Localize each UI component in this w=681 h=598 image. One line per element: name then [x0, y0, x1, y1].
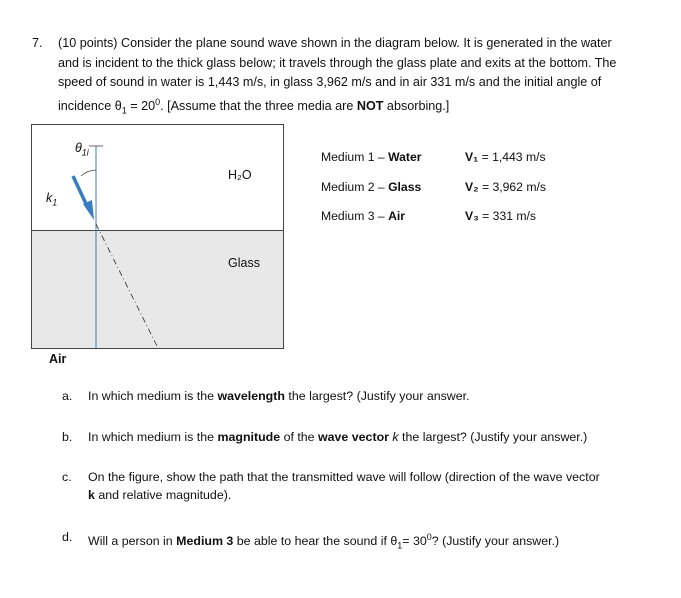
- incidence-text: incidence θ: [58, 98, 122, 113]
- part-a-text: [88, 387, 656, 405]
- medium-2-row: [321, 180, 421, 194]
- medium-3-prefix: Medium 3 –: [321, 209, 389, 223]
- glass-region: [32, 231, 284, 349]
- assume-text: . [Assume that the three media are: [160, 98, 357, 113]
- v2-value: = 3,962 m/s: [481, 180, 546, 194]
- question-text: [58, 34, 658, 121]
- degree-sup: 0: [155, 96, 161, 107]
- k-symbol: k: [46, 191, 53, 205]
- angle-value: = 20: [126, 98, 156, 113]
- medium-3-speed: [465, 209, 536, 223]
- angle-label: [75, 141, 89, 158]
- part-c-text: [88, 468, 656, 504]
- v2-label: V₂: [465, 180, 479, 194]
- medium-2-name: Glass: [388, 180, 422, 194]
- question-line-4: [58, 93, 658, 121]
- part-b-pre: In which medium is the: [88, 430, 218, 444]
- question-line-3: speed of sound in water is 1,443 m/s, in glass 3,962 m/s and in air 331 m/s and the initial angle of: [58, 75, 602, 89]
- wave-diagram: [31, 124, 284, 349]
- part-b-bold-magnitude: magnitude: [217, 430, 281, 444]
- part-b-letter: b.: [62, 430, 73, 444]
- part-b-text: [88, 428, 656, 446]
- diagram-svg: [31, 124, 284, 349]
- question-line-1: (10 points) Consider the plane sound wave shown in the diagram below. It is generated in the water: [58, 36, 612, 50]
- medium-3-name: Air: [388, 209, 405, 223]
- part-d-sub: 1: [397, 540, 403, 551]
- water-label: H₂O: [228, 168, 252, 182]
- angle-subscript: 1i: [81, 147, 89, 158]
- part-a-letter: a.: [62, 389, 73, 403]
- air-label: Air: [49, 352, 67, 366]
- part-c-letter: c.: [62, 470, 72, 484]
- part-d-pre: Will a person in: [88, 534, 177, 549]
- part-d-post: ? (Justify your answer.): [431, 534, 560, 549]
- medium-3-row: [321, 209, 405, 223]
- theta-subscript: 1: [121, 105, 127, 116]
- part-c-line1: On the figure, show the path that the transmitted wave will follow (direction of the wave vector: [88, 470, 600, 484]
- glass-label: Glass: [228, 256, 260, 270]
- medium-1-prefix: Medium 1 –: [321, 150, 389, 164]
- part-b-mid: of the: [280, 430, 319, 444]
- part-d-angle: = 30: [402, 534, 427, 549]
- part-a-pre: In which medium is the: [88, 389, 218, 403]
- part-a-post: the largest? (Justify your answer.: [284, 389, 470, 403]
- wave-vector-label: [46, 191, 57, 208]
- v1-value: = 1,443 m/s: [481, 150, 546, 164]
- absorbing-text: absorbing.]: [383, 98, 450, 113]
- part-d-bold: Medium 3: [176, 534, 234, 549]
- v3-label: V₃: [465, 209, 479, 223]
- part-d-mid: be able to hear the sound if θ: [233, 534, 398, 549]
- k-subscript: 1: [52, 197, 58, 208]
- part-d-sup: 0: [426, 532, 432, 542]
- theta-symbol: θ: [75, 141, 82, 155]
- medium-1-row: [321, 150, 421, 164]
- part-d-letter: d.: [62, 530, 73, 544]
- medium-1-name: Water: [388, 150, 422, 164]
- part-c-bold-k: k: [88, 488, 95, 502]
- part-b-post: the largest? (Justify your answer.): [398, 430, 588, 444]
- question-line-2: and is incident to the thick glass below; it travels through the glass plate and exits at the bottom. The: [58, 55, 617, 70]
- part-b-bold-wave-vector: wave vector: [318, 430, 389, 444]
- question-number: 7.: [32, 36, 43, 50]
- v3-value: = 331 m/s: [482, 209, 537, 223]
- part-a-bold: wavelength: [217, 389, 285, 403]
- v1-label: V₁: [465, 150, 479, 164]
- medium-2-speed: [465, 180, 546, 194]
- part-c-post: and relative magnitude).: [94, 488, 232, 502]
- not-bold: NOT: [356, 98, 384, 113]
- part-d-text: [88, 528, 656, 555]
- medium-2-prefix: Medium 2 –: [321, 180, 389, 194]
- part-b-k: k: [388, 430, 399, 444]
- medium-1-speed: [465, 150, 546, 164]
